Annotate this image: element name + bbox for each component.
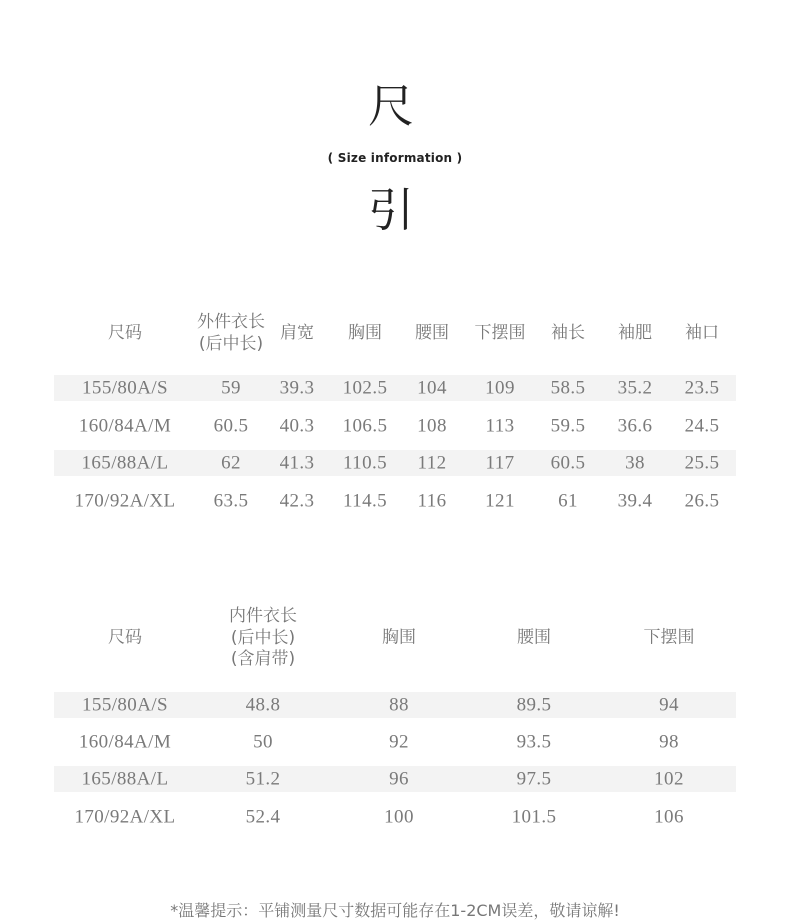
title-bottom-char: 引 bbox=[368, 183, 414, 237]
measurement-cell: 112 bbox=[417, 452, 447, 474]
size-label-cell: 170/92A/XL bbox=[74, 490, 176, 512]
measurement-cell: 42.3 bbox=[279, 490, 315, 512]
measurement-cell: 114.5 bbox=[342, 490, 388, 512]
size-label-cell: 155/80A/S bbox=[82, 694, 168, 716]
measurement-cell: 52.4 bbox=[245, 806, 281, 828]
measurement-cell: 117 bbox=[485, 452, 515, 474]
measurement-cell: 50 bbox=[253, 731, 273, 753]
measurement-cell: 61 bbox=[558, 490, 578, 512]
column-header bbox=[517, 627, 551, 649]
measurement-cell: 40.3 bbox=[279, 415, 315, 437]
measurement-cell: 109 bbox=[485, 377, 515, 399]
size-label-cell: 160/84A/M bbox=[78, 415, 172, 437]
measurement-cell: 104 bbox=[417, 377, 447, 399]
measurement-cell: 48.8 bbox=[245, 694, 281, 716]
column-header-line: 腰围 bbox=[517, 627, 551, 648]
measurement-cell: 101.5 bbox=[511, 806, 557, 828]
measurement-cell: 24.5 bbox=[684, 415, 720, 437]
measurement-cell: 88 bbox=[389, 694, 409, 716]
measurement-cell: 93.5 bbox=[516, 731, 552, 753]
measurement-cell: 35.2 bbox=[617, 377, 653, 399]
measurement-tip-note: *温馨提示：平铺测量尺寸数据可能存在1-2CM误差，敬请谅解! bbox=[170, 901, 620, 920]
measurement-cell: 92 bbox=[389, 731, 409, 753]
column-header-line: 下摆围 bbox=[643, 627, 695, 648]
measurement-cell: 23.5 bbox=[684, 377, 720, 399]
size-label-cell: 165/88A/L bbox=[81, 452, 169, 474]
measurement-cell: 102.5 bbox=[342, 377, 388, 399]
column-header-line: 尺码 bbox=[108, 323, 142, 343]
measurement-cell: 58.5 bbox=[550, 377, 586, 399]
measurement-cell: 39.4 bbox=[617, 490, 653, 512]
measurement-cell: 63.5 bbox=[213, 490, 249, 512]
measurement-cell: 60.5 bbox=[550, 452, 586, 474]
size-information-subtitle: ( Size information ) bbox=[327, 151, 463, 165]
measurement-cell: 36.6 bbox=[617, 415, 653, 437]
measurement-cell: 110.5 bbox=[342, 452, 388, 474]
column-header-line: 内件衣长 bbox=[229, 605, 297, 626]
measurement-cell: 89.5 bbox=[516, 694, 552, 716]
column-header-line: (含肩带) bbox=[230, 648, 296, 669]
measurement-cell: 38 bbox=[625, 452, 645, 474]
measurement-cell: 60.5 bbox=[213, 415, 249, 437]
measurement-cell: 41.3 bbox=[279, 452, 315, 474]
column-header-line: 袖口 bbox=[685, 323, 719, 343]
measurement-cell: 96 bbox=[389, 768, 409, 790]
measurement-cell: 121 bbox=[485, 490, 515, 512]
measurement-cell: 39.3 bbox=[279, 377, 315, 399]
measurement-cell: 116 bbox=[417, 490, 447, 512]
measurement-cell: 62 bbox=[221, 452, 241, 474]
measurement-cell: 108 bbox=[417, 415, 447, 437]
measurement-cell: 51.2 bbox=[245, 768, 281, 790]
measurement-cell: 113 bbox=[485, 415, 515, 437]
size-label-cell: 165/88A/L bbox=[81, 768, 169, 790]
size-label-cell: 170/92A/XL bbox=[74, 806, 176, 828]
column-header-line: 袖长 bbox=[551, 323, 585, 343]
measurement-cell: 100 bbox=[384, 806, 414, 828]
measurement-cell: 25.5 bbox=[684, 452, 720, 474]
title-top-char: 尺 bbox=[368, 79, 414, 133]
measurement-cell: 94 bbox=[659, 694, 679, 716]
measurement-cell: 106.5 bbox=[342, 415, 388, 437]
column-header-line: (后中长) bbox=[198, 334, 264, 354]
column-header bbox=[229, 606, 297, 671]
column-header-line: 肩宽 bbox=[280, 323, 314, 343]
column-header-line: 尺码 bbox=[108, 627, 142, 648]
column-header-line: 胸围 bbox=[382, 627, 416, 648]
size-label-cell: 160/84A/M bbox=[78, 731, 172, 753]
column-header bbox=[108, 627, 142, 649]
column-header-line: 外件衣长 bbox=[197, 312, 265, 332]
measurement-cell: 59 bbox=[221, 377, 241, 399]
measurement-cell: 106 bbox=[654, 806, 684, 828]
measurement-cell: 97.5 bbox=[516, 768, 552, 790]
column-header-line: 下摆围 bbox=[474, 323, 526, 343]
measurement-cell: 102 bbox=[654, 768, 684, 790]
column-header bbox=[382, 627, 416, 649]
column-header bbox=[644, 627, 695, 649]
column-header-line: (后中长) bbox=[230, 627, 296, 648]
column-header-line: 袖肥 bbox=[618, 323, 652, 343]
size-label-cell: 155/80A/S bbox=[82, 377, 168, 399]
column-header-line: 腰围 bbox=[415, 323, 449, 343]
column-header-line: 胸围 bbox=[348, 323, 382, 343]
measurement-cell: 98 bbox=[659, 731, 679, 753]
measurement-cell: 26.5 bbox=[684, 490, 720, 512]
measurement-cell: 59.5 bbox=[550, 415, 586, 437]
